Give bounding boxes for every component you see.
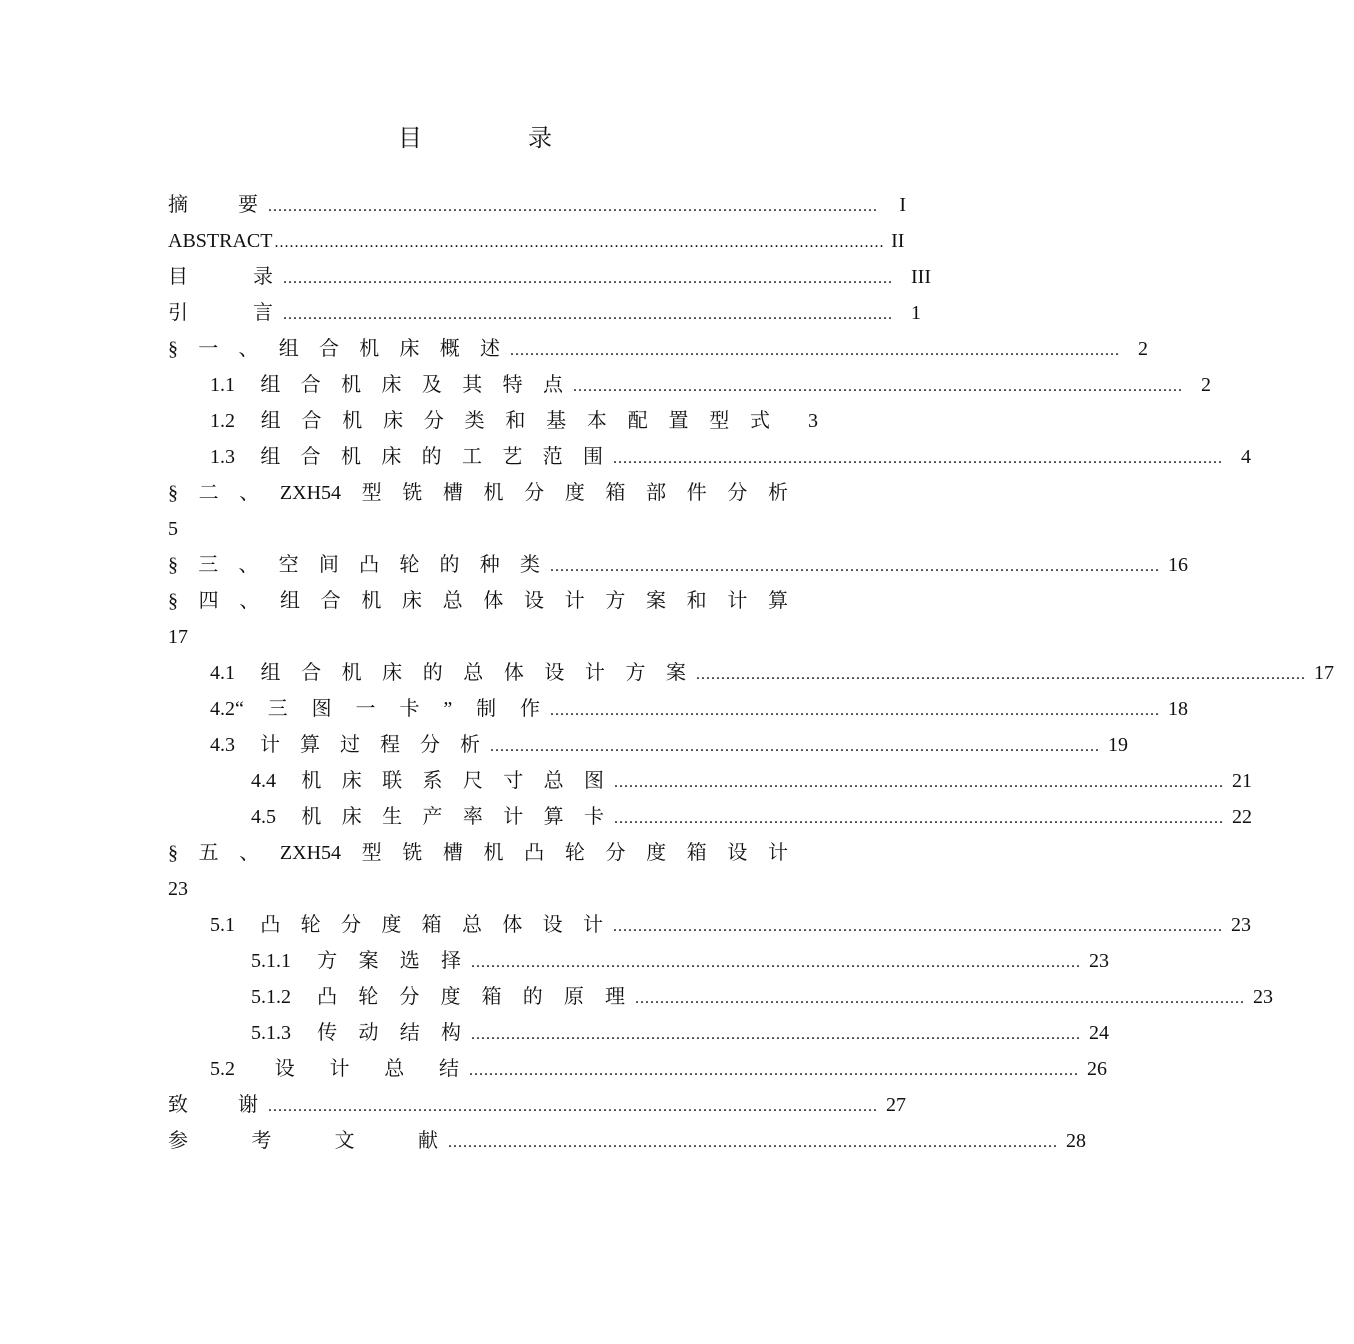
toc-entry-title: 5.2 设计总结 — [210, 1058, 459, 1080]
toc-entry-title: 致谢 — [168, 1094, 258, 1116]
toc-entry-title: §三、空间凸轮的种类 — [168, 554, 540, 576]
toc-entry-title: 1.2 组合机床分类和基本配置型式 — [210, 410, 770, 432]
toc-leader-dots: .......................................................................................................................... — [268, 198, 878, 215]
toc-entry[interactable] — [168, 547, 1188, 583]
toc-entry-page: 3 — [808, 410, 818, 432]
toc-entry[interactable] — [168, 727, 1128, 763]
toc-entry[interactable] — [168, 943, 1109, 979]
toc-entry-title: 5.1 凸轮分度箱总体设计 — [210, 914, 603, 936]
table-of-contents — [168, 187, 1334, 1159]
page-title: 目 录 — [398, 126, 602, 152]
toc-entry-title: 摘要 — [168, 194, 258, 216]
toc-leader-dots: .......................................................................................................................... — [573, 378, 1183, 395]
toc-entry-page: 26 — [1087, 1058, 1107, 1080]
toc-leader-dots: .......................................................................................................................... — [471, 1026, 1081, 1043]
toc-entry[interactable] — [168, 403, 818, 439]
toc-entry[interactable] — [168, 259, 931, 295]
toc-entry[interactable] — [168, 583, 818, 655]
toc-leader-dots: .......................................................................................................................... — [274, 234, 885, 251]
toc-entry[interactable] — [168, 1051, 1107, 1087]
toc-entry-title: §一、组合机床概述 — [168, 338, 500, 360]
toc-entry-title: 5.1.3 传动结构 — [251, 1022, 461, 1044]
toc-leader-dots: .......................................................................................................................... — [448, 1134, 1058, 1151]
toc-entry-title: 4.3 计算过程分析 — [210, 734, 480, 756]
toc-entry-title: 4.2“三图一卡”制作 — [210, 698, 540, 720]
toc-leader-dots: .......................................................................................................................... — [471, 954, 1081, 971]
toc-entry-title: 5.1.2 凸轮分度箱的原理 — [251, 986, 625, 1008]
toc-entry-page: 17 — [168, 626, 188, 648]
toc-entry[interactable] — [168, 691, 1188, 727]
toc-entry[interactable] — [168, 1123, 1086, 1159]
toc-entry-title: 5.1.1 方案选择 — [251, 950, 461, 972]
toc-leader-dots: .......................................................................................................................... — [613, 918, 1223, 935]
toc-entry[interactable] — [168, 1087, 906, 1123]
toc-entry[interactable] — [168, 835, 818, 907]
toc-entry[interactable] — [168, 187, 906, 223]
toc-leader-dots: .......................................................................................................................... — [613, 450, 1223, 467]
toc-leader-dots: .......................................................................................................................... — [283, 306, 893, 323]
toc-entry-page: 2 — [1138, 338, 1148, 360]
toc-entry[interactable] — [168, 655, 1334, 691]
toc-entry-title: 4.4 机床联系尺寸总图 — [251, 770, 604, 792]
toc-entry-page: 16 — [1168, 554, 1188, 576]
toc-entry-page: 23 — [1253, 986, 1273, 1008]
toc-leader-dots: .......................................................................................................................... — [696, 666, 1306, 683]
toc-entry[interactable] — [168, 979, 1273, 1015]
toc-entry-title: 4.1 组合机床的总体设计方案 — [210, 662, 686, 684]
toc-leader-dots: .......................................................................................................................... — [550, 702, 1160, 719]
toc-entry-page: 21 — [1232, 770, 1252, 792]
toc-entry[interactable] — [168, 475, 818, 547]
toc-entry-page: 23 — [168, 878, 188, 900]
toc-entry-title: 4.5 机床生产率计算卡 — [251, 806, 604, 828]
toc-entry-page: 22 — [1232, 806, 1252, 828]
toc-entry[interactable] — [168, 295, 921, 331]
toc-entry[interactable] — [168, 763, 1252, 799]
toc-entry-title: 引言 — [168, 302, 273, 324]
toc-entry-page: 24 — [1089, 1022, 1109, 1044]
toc-entry[interactable] — [168, 223, 905, 259]
toc-leader-dots: .......................................................................................................................... — [635, 990, 1245, 1007]
toc-entry-page: III — [911, 266, 931, 288]
toc-entry-page: 17 — [1314, 662, 1334, 684]
toc-entry-page: 2 — [1201, 374, 1211, 396]
toc-entry[interactable] — [168, 907, 1251, 943]
toc-entry-title: 参考文献 — [168, 1130, 438, 1152]
toc-entry-page: II — [891, 230, 905, 252]
toc-leader-dots: .......................................................................................................................... — [268, 1098, 878, 1115]
toc-entry-page: I — [899, 194, 906, 216]
toc-entry-page: 5 — [168, 518, 178, 540]
toc-entry-title: §四、组合机床总体设计方案和计算 — [168, 590, 788, 612]
toc-leader-dots: .......................................................................................................................... — [469, 1062, 1079, 1079]
toc-entry-title: ABSTRACT — [168, 230, 273, 252]
toc-leader-dots: .......................................................................................................................... — [283, 270, 893, 287]
toc-entry-page: 28 — [1066, 1130, 1086, 1152]
toc-entry[interactable] — [168, 367, 1211, 403]
toc-leader-dots: .......................................................................................................................... — [614, 774, 1224, 791]
toc-entry-page: 19 — [1108, 734, 1128, 756]
toc-entry-page: 23 — [1089, 950, 1109, 972]
toc-entry-page: 4 — [1241, 446, 1251, 468]
toc-entry-title: 目录 — [168, 266, 273, 288]
toc-entry-title: §五、ZXH54型铣槽机凸轮分度箱设计 — [168, 842, 788, 864]
toc-entry-title: §二、ZXH54型铣槽机分度箱部件分析 — [168, 482, 788, 504]
toc-entry-title: 1.1 组合机床及其特点 — [210, 374, 563, 396]
toc-leader-dots: .......................................................................................................................... — [510, 342, 1120, 359]
toc-entry[interactable] — [168, 799, 1252, 835]
toc-leader-dots: .......................................................................................................................... — [614, 810, 1224, 827]
toc-entry[interactable] — [168, 439, 1251, 475]
toc-leader-dots: .......................................................................................................................... — [550, 558, 1160, 575]
toc-entry-page: 27 — [886, 1094, 906, 1116]
toc-entry-page: 18 — [1168, 698, 1188, 720]
toc-entry-page: 23 — [1231, 914, 1251, 936]
toc-entry-title: 1.3 组合机床的工艺范围 — [210, 446, 603, 468]
toc-leader-dots: .......................................................................................................................... — [490, 738, 1100, 755]
toc-entry[interactable] — [168, 331, 1148, 367]
toc-entry-page: 1 — [911, 302, 921, 324]
toc-entry[interactable] — [168, 1015, 1109, 1051]
